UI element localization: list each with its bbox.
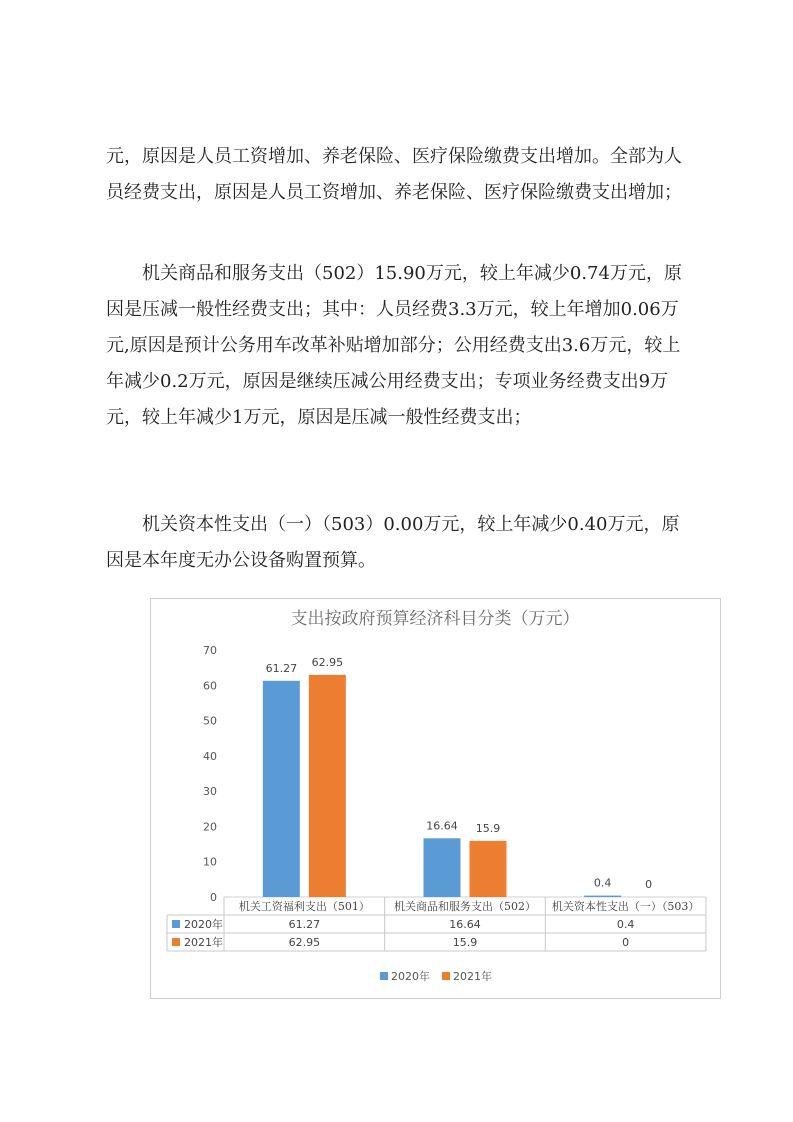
table-cell: 62.95 (288, 936, 321, 949)
bar (584, 896, 621, 897)
legend-swatch (442, 972, 450, 980)
y-tick-label: 70 (203, 644, 217, 657)
legend-label: 2020年 (391, 970, 430, 983)
paragraph-3: 机关资本性支出（一）（503）0.00万元，较上年减少0.40万元，原因是本年度无办公设备购置预算。 (106, 514, 680, 571)
paragraph-1: 元，原因是人员工资增加、养老保险、医疗保险缴费支出增加。全部为人员经费支出，原因是人员工资增加、养老保险、医疗保险缴费支出增加； (106, 146, 682, 203)
data-table (167, 897, 706, 951)
bar (309, 675, 346, 897)
bars (263, 656, 652, 897)
bar-chart (150, 598, 721, 999)
table-legend-swatch (172, 920, 180, 928)
table-cell: 61.27 (288, 918, 321, 931)
data-label: 0.4 (593, 876, 612, 890)
y-tick-label: 30 (203, 785, 217, 799)
y-tick-label: 10 (203, 855, 217, 869)
y-tick-label: 40 (203, 749, 217, 763)
data-label: 61.27 (265, 661, 298, 675)
legend-swatch (380, 972, 388, 980)
bar (470, 841, 507, 897)
table-cell: 0.4 (616, 918, 635, 931)
category-label: 机关工资福利支出（501） (238, 900, 370, 913)
table-cell: 16.64 (449, 918, 481, 931)
category-label: 机关资本性支出（一）（503） (551, 900, 700, 913)
bar (263, 681, 300, 897)
table-cell: 15.9 (452, 936, 478, 949)
y-tick-label: 0 (210, 891, 217, 904)
paragraph-2: 机关商品和服务支出（502）15.90万元，较上年减少0.74万元，原因是压减一般性经费支出；其中：人员经费3.3万元，较上年增加0.06万元,原因是预计公务用车改革补贴增加部分；公用经费支出3.6万元，较上年减少0.2万元，原因是继续压减公用经费支出；专项业务经费支出9万元，较上年减少1万元，原因是压减一般性经费支出； (106, 263, 682, 428)
bar (424, 838, 461, 897)
table-legend-swatch (172, 938, 180, 946)
table-series-name: 2020年 (184, 918, 223, 931)
category-label: 机关商品和服务支出（502） (394, 900, 536, 913)
data-label: 0 (645, 878, 653, 891)
chart-svg (151, 599, 720, 998)
y-tick-label: 60 (203, 679, 217, 693)
data-label: 15.9 (475, 821, 501, 835)
data-label: 62.95 (311, 655, 344, 669)
table-cell: 0 (622, 936, 630, 949)
data-label: 16.64 (426, 819, 458, 833)
legend (380, 969, 492, 983)
y-tick-label: 50 (203, 714, 217, 728)
legend-label: 2021年 (453, 970, 492, 983)
chart-title: 支出按政府预算经济科目分类（万元） (290, 609, 580, 629)
y-tick-label: 20 (203, 820, 217, 834)
table-series-name: 2021年 (184, 936, 223, 949)
